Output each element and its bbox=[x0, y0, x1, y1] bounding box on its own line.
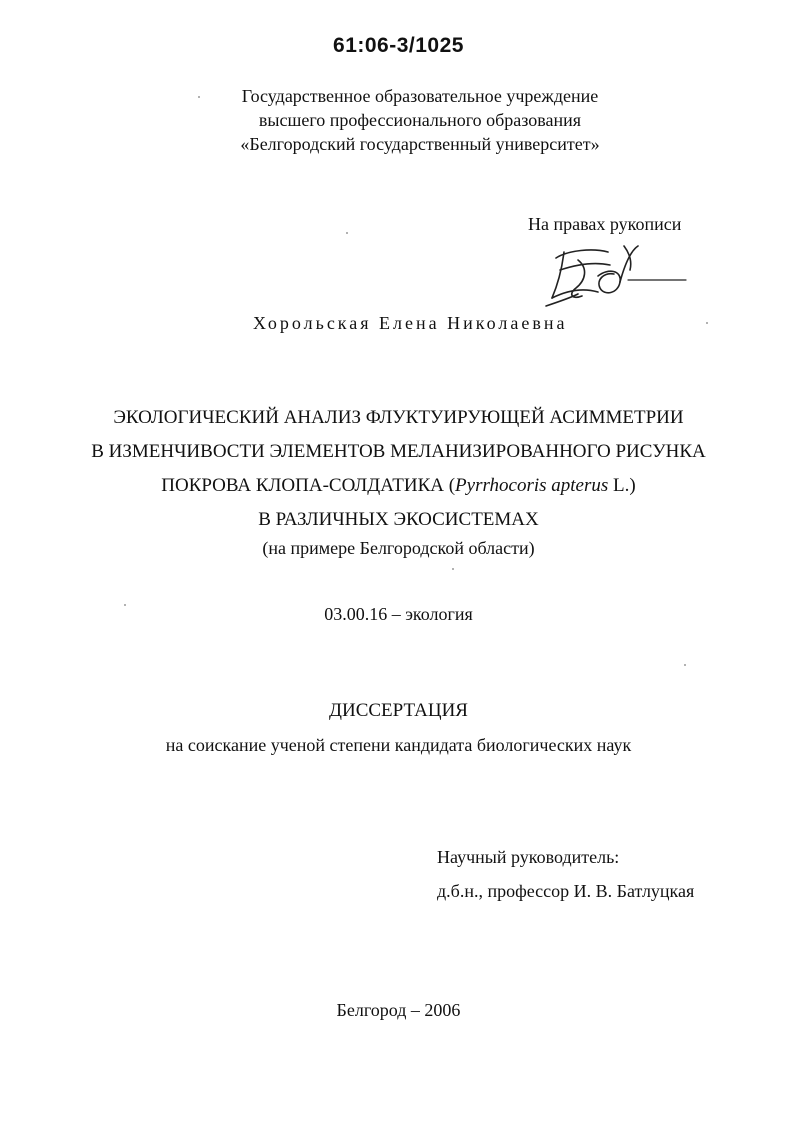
scan-speck bbox=[346, 232, 348, 234]
institution-header bbox=[190, 84, 650, 156]
document-type: ДИССЕРТАЦИЯ bbox=[329, 700, 468, 721]
scan-speck bbox=[706, 322, 708, 324]
region-subtitle: (на примере Белгородской области) bbox=[262, 538, 535, 558]
species-name: Pyrrhocoris apterus bbox=[455, 475, 609, 496]
catalog-number: 61:06-3/1025 bbox=[333, 34, 464, 57]
degree-statement: на соискание ученой степени кандидата биологических наук bbox=[165, 735, 632, 755]
institution-line-2: высшего профессионального образования bbox=[258, 110, 582, 130]
supervisor-name: д.б.н., профессор И. В. Батлуцкая bbox=[437, 881, 695, 901]
title-line-2: В ИЗМЕНЧИВОСТИ ЭЛЕМЕНТОВ МЕЛАНИЗИРОВАННОГО РИСУНКА bbox=[91, 441, 706, 462]
title-line-3-prefix: ПОКРОВА КЛОПА-СОЛДАТИКА ( bbox=[161, 475, 456, 496]
dissertation-title bbox=[0, 401, 797, 537]
supervisor-label: Научный руководитель: bbox=[437, 847, 620, 867]
specialty-code: 03.00.16 – экология bbox=[324, 604, 473, 624]
title-line-4: В РАЗЛИЧНЫХ ЭКОСИСТЕМАХ bbox=[258, 509, 539, 530]
city-year: Белгород – 2006 bbox=[336, 1000, 461, 1020]
institution-line-1: Государственное образовательное учреждение bbox=[241, 86, 599, 106]
title-line-3 bbox=[0, 469, 797, 503]
supervisor-block bbox=[437, 840, 694, 908]
author-name: Хорольская Елена Николаевна bbox=[253, 313, 568, 333]
scan-speck bbox=[124, 604, 126, 606]
scan-speck bbox=[684, 664, 686, 666]
scan-speck bbox=[198, 96, 200, 98]
manuscript-rights-note: На правах рукописи bbox=[528, 214, 682, 234]
title-line-1: ЭКОЛОГИЧЕСКИЙ АНАЛИЗ ФЛУКТУИРУЮЩЕЙ АСИММЕТРИИ bbox=[113, 407, 684, 428]
signature-image bbox=[538, 240, 688, 310]
scan-speck bbox=[452, 568, 454, 570]
title-line-3-suffix: L.) bbox=[608, 475, 636, 496]
institution-line-3: «Белгородский государственный университет» bbox=[240, 134, 600, 154]
